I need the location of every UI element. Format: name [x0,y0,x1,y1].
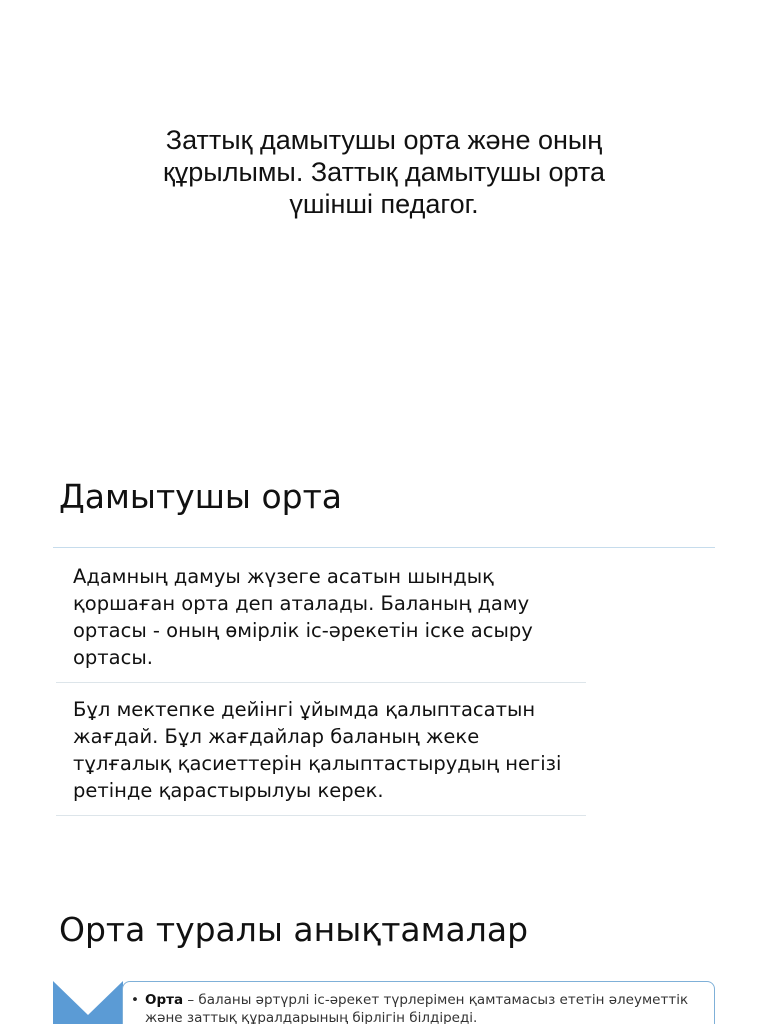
bullet-icon: • [131,992,139,1008]
definition-body: – баланы әртүрлі іс-әрекет түрлерімен қамтамасыз ететін әлеуметтік және заттық құралдарының бірлігін білдіреді. [145,992,689,1024]
definition-card [122,981,715,1024]
list-item: Адамның дамуы жүзеге асатын шындық қоршаған орта деп аталады. Баланың даму ортасы - оның өмірлік іс-әрекетін іске асыру ортасы. [56,563,586,683]
definition-term: Орта [145,992,184,1008]
slide2-title: Дамытушы орта [59,477,343,516]
title-divider [53,547,715,548]
slide3-title: Орта туралы анықтамалар [59,910,529,949]
slide1-title: Заттық дамытушы орта және оның құрылымы. Заттық дамытушы орта үшінші педагог. [162,125,606,219]
definition-text [145,991,700,1024]
chevron-down-icon [53,981,123,1024]
definition-item [131,991,700,1024]
list-item: Бұл мектепке дейінгі ұйымда қалыптасатын жағдай. Бұл жағдайлар баланың жеке тұлғалық қасиеттерін қалыптастырудың негізі ретінде қарастырылуы керек. [56,696,586,816]
